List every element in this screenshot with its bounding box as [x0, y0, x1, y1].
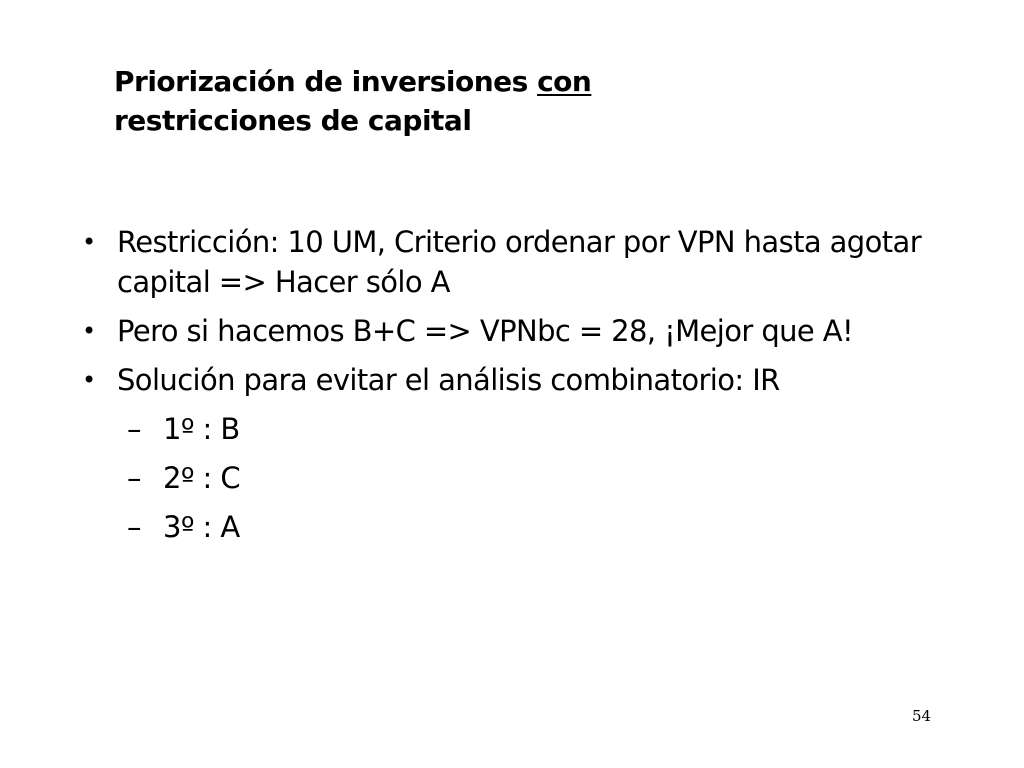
title-text: Priorización de inversiones	[114, 65, 538, 98]
bullet-item-restriction	[80, 222, 960, 302]
bullet-item-combination	[80, 311, 960, 351]
bullet-icon: •	[82, 228, 96, 256]
dash-icon: –	[127, 510, 141, 544]
bullet-item-solution	[80, 360, 960, 400]
bullet-list	[80, 222, 960, 556]
sub-item-text: 3º : A	[163, 510, 240, 544]
dash-icon: –	[127, 461, 141, 495]
slide-title	[114, 62, 874, 140]
dash-icon: –	[127, 412, 141, 446]
bullet-icon: •	[82, 366, 96, 394]
title-line-2: restricciones de capital	[114, 104, 472, 137]
sub-item-second	[80, 458, 960, 498]
bullet-text: Solución para evitar el análisis combinatorio: IR	[117, 363, 780, 397]
title-underlined-word: con	[537, 65, 592, 98]
sub-item-text: 1º : B	[163, 412, 240, 446]
sub-item-third	[80, 507, 960, 547]
bullet-icon: •	[82, 317, 96, 345]
bullet-text: Restricción: 10 UM, Criterio ordenar por VPN hasta agotar capital => Hacer sólo A	[117, 225, 922, 299]
page-number: 54	[912, 707, 932, 725]
sub-item-first	[80, 409, 960, 449]
sub-item-text: 2º : C	[163, 461, 240, 495]
bullet-text: Pero si hacemos B+C => VPNbc = 28, ¡Mejor que A!	[117, 314, 854, 348]
